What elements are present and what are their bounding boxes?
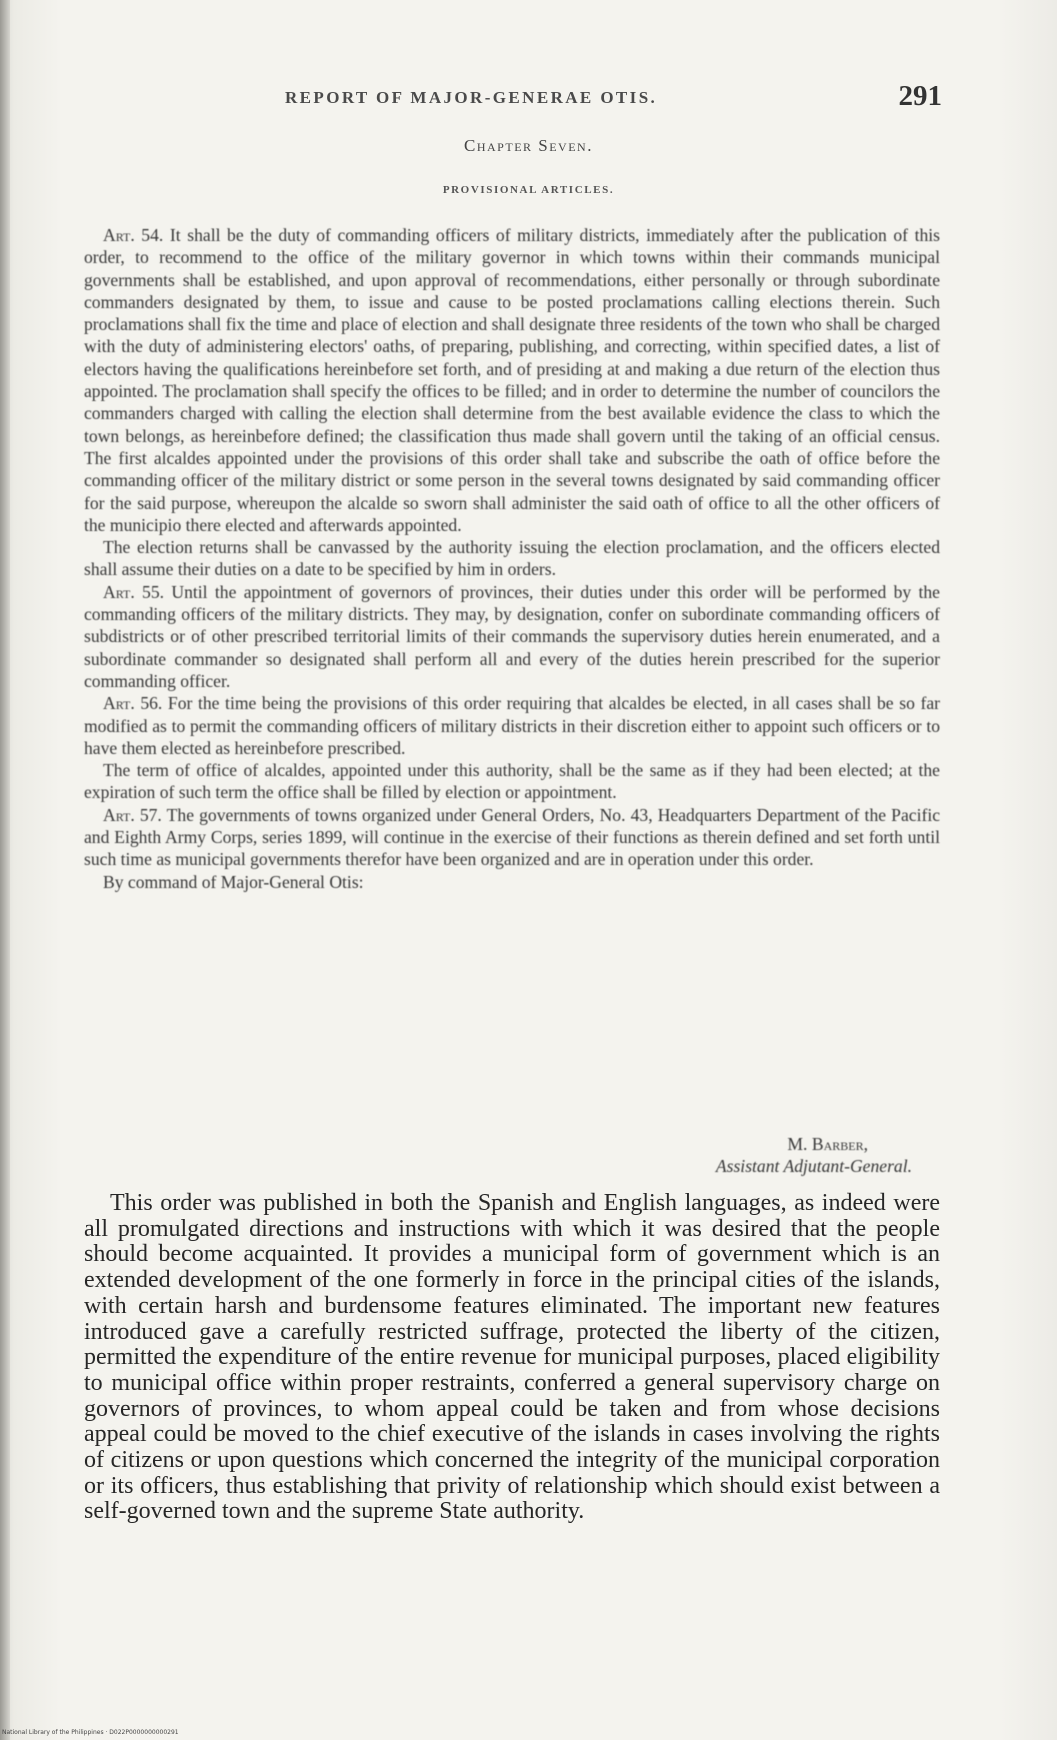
articles-text bbox=[84, 224, 940, 893]
article-body: For the time being the provisions of this order requiring that alcaldes be elected, in all cases shall be so far modified as to permit the commanding officers of military districts in their discretion either to appoint such officers or to have them elected as hereinbefore prescribed. bbox=[84, 693, 940, 758]
running-head: REPORT OF MAJOR-GENERAE OTIS. bbox=[285, 88, 658, 107]
section-title: PROVISIONAL ARTICLES. bbox=[442, 184, 615, 196]
by-command-line: By command of Major-General Otis: bbox=[103, 871, 364, 892]
signature-block bbox=[716, 1133, 912, 1177]
article-54 bbox=[84, 224, 940, 536]
signature-name: M. Barber, bbox=[787, 1134, 868, 1154]
article-55 bbox=[84, 581, 940, 692]
page-number: 291 bbox=[898, 80, 942, 112]
commentary-text bbox=[84, 1191, 940, 1525]
article-label: Art. 55. bbox=[103, 581, 165, 602]
chapter-title: Chapter Seven. bbox=[464, 136, 593, 155]
article-56 bbox=[84, 692, 940, 759]
article-label: Art. 56. bbox=[103, 693, 163, 714]
article-57 bbox=[84, 804, 940, 871]
page-header bbox=[80, 80, 942, 118]
scan-footer: National Library of the Philippines · D022P0000000000291 bbox=[2, 1729, 179, 1736]
commentary-paragraph: This order was published in both the Spanish and English languages, as indeed were all promulgated directions and instructions with which it was desired that the people should become acquainted. It provides a municipal form of government which is an extended development of the one formerly in force in the principal cities of the islands, with certain harsh and burdensome features eliminated. The important new features introduced gave a carefully restricted suffrage, protected the liberty of the citizen, permitted the expenditure of the entire revenue for municipal purposes, placed eligibility to municipal office within proper restraints, conferred a general supervisory charge on governors of provinces, to whom appeal could be taken and from whose decisions appeal could be moved to the chief executive of the islands in cases involving the rights of citizens or upon questions which concerned the integrity of the municipal corporation or its officers, thus establishing that privity of relationship which should exist between a self-governed town and the supreme State authority. bbox=[84, 1190, 940, 1525]
article-label: Art. 57. bbox=[103, 804, 162, 825]
article-body: The governments of towns organized under General Orders, No. 43, Headquarters Department of the Pacific and Eighth Army Corps, series 1899, will continue in the exercise of their functions as therein defined and set forth until such time as municipal governments therefor have been organized and are in operation under this order. bbox=[84, 804, 941, 870]
article-body: It shall be the duty of commanding officers of military districts, immediately after the publication of this order, to recommend to the office of the military governor in which towns within their commands municipal governments shall be established, and upon approval of recommendations, either personally or through subordinate commanders designated by them, to issue and cause to be posted proclamations calling elections therein. Such proclamations shall fix the time and place of election and shall designate three residents of the town who shall be charged with the duty of administering electors' oaths, of preparing, publishing, and correcting, within specified dates, a list of electors having the qualifications hereinbefore set forth, and of presiding at and making a due return of the election thus appointed. The proclamation shall specify the offices to be filled; and in order to determine the number of councilors the commanders charged with calling the election shall determine from the best available evidence the class to which the town belongs, as hereinbefore defined; the classification thus made shall govern until the taking of an official census. The first alcaldes appointed under the provisions of this order shall take and subscribe the oath of office before the commanding officer of the military district or some person in the several towns designated by said commanding officer for the said purpose, whereupon the alcalde so sworn shall administer the said oath of office to all the other officers of the municipio there elected and afterwards appointed. bbox=[84, 225, 940, 535]
signature-title: Assistant Adjutant-General. bbox=[715, 1156, 912, 1176]
article-body: Until the appointment of governors of provinces, their duties under this order will be performed by the commanding officers of the military districts. They may, by designation, confer on subordinate commanding officers of subdistricts or of other prescribed territorial limits of their commands the supervisory duties herein enumerated, and a subordinate commander so designated shall perform all and every of the duties herein prescribed for the superior commanding officer. bbox=[84, 581, 940, 691]
article-54-returns: The election returns shall be canvassed by the authority issuing the election proclamation, and the officers elected shall assume their duties on a date to be specified by him in orders. bbox=[84, 537, 940, 580]
book-spine-shadow bbox=[0, 0, 10, 1740]
article-56-term: The term of office of alcaldes, appointed under this authority, shall be the same as if they had been elected; at the expiration of such term the office shall be filled by election or appointment. bbox=[84, 760, 940, 803]
article-label: Art. 54. bbox=[103, 225, 164, 245]
